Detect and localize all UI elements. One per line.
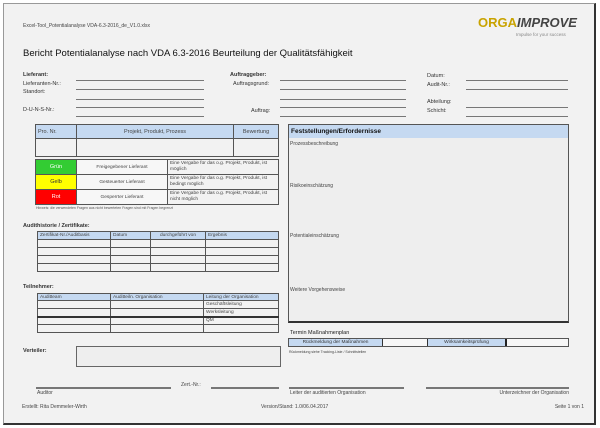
audit-nr-field[interactable] bbox=[466, 89, 568, 90]
rating-desc: Eine Vergabe für das o.g. Projekt, Produkt, ist möglich bbox=[168, 160, 279, 175]
col-datum: Datum bbox=[111, 232, 151, 240]
findings-title: Feststellungen/Erfordernisse bbox=[289, 125, 568, 138]
wirksamkeit-label: Wirksamkeitsprüfung bbox=[427, 339, 507, 346]
leiter-label: Leiter der auditierten Organisation bbox=[290, 390, 366, 396]
zert-nr-label: Zert.-Nr.: bbox=[181, 382, 201, 388]
page-title: Bericht Potentialanalyse nach VDA 6.3-2016 Beurteilung der Qualitätsfähigkeit bbox=[23, 48, 353, 59]
termin-bar bbox=[288, 338, 569, 347]
col-auditteam: Auditteam bbox=[38, 294, 111, 301]
lieferanten-nr-field[interactable] bbox=[76, 89, 204, 90]
rating-status: Freigegebener Lieferant bbox=[77, 160, 168, 175]
rueckmeldung-field[interactable] bbox=[383, 339, 427, 346]
filename: Excel-Tool_Potentialanalyse VDA-6.3-2016_de_V1.0.xlsx bbox=[23, 23, 151, 29]
footer-erstellt: Erstellt: Rita Demmeler-Wirth bbox=[22, 404, 87, 410]
col-leitung: Leitung der Organisation bbox=[204, 294, 279, 301]
table-row[interactable] bbox=[38, 301, 279, 309]
termin-note: Rückmeldung siehe Tracking-Liste / Schnittstellen bbox=[289, 350, 367, 354]
teilnehmer-title: Teilnehmer: bbox=[23, 284, 54, 290]
unterzeichner-signature-line[interactable] bbox=[426, 387, 569, 389]
rating-gruen: Grün bbox=[36, 160, 77, 175]
auftraggeber-field[interactable] bbox=[280, 80, 406, 81]
project-table bbox=[35, 124, 279, 205]
document-page bbox=[3, 3, 596, 425]
rating-row-gruen bbox=[36, 160, 279, 175]
wirksamkeit-field[interactable] bbox=[507, 339, 567, 346]
col-organisation: Auditteiln. Organisation bbox=[111, 294, 204, 301]
termin-title: Termin Maßnahmenplan bbox=[290, 330, 350, 336]
teilnehmer-table bbox=[37, 293, 279, 333]
section-risikoeinschaetzung: Risikoeinschätzung bbox=[290, 183, 334, 189]
logo-tagline: Impulse for your success bbox=[516, 32, 566, 37]
col-pro-nr: Pro. Nr. bbox=[36, 125, 77, 139]
table-row[interactable] bbox=[38, 264, 279, 272]
col-projekt: Projekt, Produkt, Prozess bbox=[77, 125, 234, 139]
duns-field[interactable] bbox=[76, 116, 204, 117]
schicht-label: Schicht: bbox=[427, 108, 447, 114]
rating-note: Hinweis: die verwendeten Fragen aus nicht bewerteten Fragen sind mit Fragen begrenzt bbox=[36, 206, 173, 210]
col-bewertung: Bewertung bbox=[234, 125, 279, 139]
footer-seite: Seite 1 von 1 bbox=[554, 404, 584, 410]
section-prozessbeschreibung: Prozessbeschreibung bbox=[290, 141, 339, 147]
section-weitere-vorgehensweise: Weitere Vorgehensweise bbox=[290, 287, 346, 293]
rating-status: Gesteuerter Lieferant bbox=[77, 175, 168, 190]
role-cell: Geschäftsleitung bbox=[204, 301, 279, 309]
bewertung-cell[interactable] bbox=[234, 139, 279, 157]
projekt-cell[interactable] bbox=[77, 139, 234, 157]
audit-nr-label: Audit-Nr.: bbox=[427, 82, 450, 88]
schicht-field[interactable] bbox=[466, 116, 568, 117]
role-cell bbox=[204, 325, 279, 333]
rating-rot: Rot bbox=[36, 190, 77, 205]
table-row[interactable] bbox=[38, 248, 279, 256]
col-zertifikat: Zertifikat-Nr./Auditbasis bbox=[38, 232, 111, 240]
auftrag-label: Auftrag: bbox=[251, 108, 271, 114]
auftrag-field[interactable] bbox=[280, 116, 406, 117]
abteilung-field[interactable] bbox=[466, 107, 568, 108]
lieferant-field[interactable] bbox=[76, 80, 204, 81]
col-durchgefuehrt: durchgeführt von bbox=[151, 232, 206, 240]
table-row[interactable] bbox=[38, 240, 279, 248]
auditor-label: Auditor bbox=[37, 390, 53, 396]
duns-label: D-U-N-S-Nr.: bbox=[23, 107, 55, 113]
role-cell: Werksleitung bbox=[204, 309, 279, 317]
standort-field-2[interactable] bbox=[76, 107, 204, 108]
table-row[interactable] bbox=[38, 325, 279, 333]
standort-field[interactable] bbox=[76, 99, 204, 100]
table-row[interactable] bbox=[38, 309, 279, 317]
pro-nr-cell[interactable] bbox=[36, 139, 77, 157]
auftrag-field-2[interactable] bbox=[280, 107, 406, 108]
rueckmeldung-label: Rückmeldung der Maßnahmen bbox=[289, 339, 383, 346]
datum-field[interactable] bbox=[466, 80, 568, 81]
rating-desc: Eine Vergabe für das o.g. Projekt, Produkt, ist bedingt möglich bbox=[168, 175, 279, 190]
standort-label: Standort: bbox=[23, 89, 46, 95]
role-cell: QM bbox=[204, 317, 279, 325]
lieferanten-nr-label: Lieferanten-Nr.: bbox=[23, 81, 61, 87]
rating-status: Gesperrter Lieferant bbox=[77, 190, 168, 205]
verteiler-label: Verteiler: bbox=[23, 348, 47, 354]
section-potentialeinschaetzung: Potentialeinschätzung bbox=[290, 233, 339, 239]
rating-row-gelb bbox=[36, 175, 279, 190]
footer-version: Version/Stand: 1.0/06.04.2017 bbox=[261, 404, 329, 410]
rating-gelb: Gelb bbox=[36, 175, 77, 190]
rating-desc: Eine Vergabe für das o.g. Projekt, Produkt, ist nicht möglich bbox=[168, 190, 279, 205]
auftragsgrund-field-2[interactable] bbox=[280, 99, 406, 100]
auftraggeber-label: Auftraggeber: bbox=[230, 72, 267, 78]
unterzeichner-label: Unterzeichner der Organisation bbox=[499, 390, 569, 396]
col-ergebnis: Ergebnis bbox=[206, 232, 279, 240]
verteiler-field[interactable] bbox=[76, 346, 281, 367]
table-row[interactable] bbox=[38, 256, 279, 264]
audithistorie-table bbox=[37, 231, 279, 272]
logo: ORGAIMPROVE bbox=[478, 15, 577, 30]
rating-row-rot bbox=[36, 190, 279, 205]
findings-box[interactable] bbox=[288, 124, 569, 323]
leiter-signature-line[interactable] bbox=[289, 387, 404, 389]
auftragsgrund-field[interactable] bbox=[280, 89, 406, 90]
auftragsgrund-label: Auftragsgrund: bbox=[233, 81, 270, 87]
auditor-signature-line[interactable] bbox=[36, 387, 171, 389]
datum-label: Datum: bbox=[427, 73, 445, 79]
table-row[interactable] bbox=[38, 317, 279, 325]
audithistorie-title: Audithistorie / Zertifikate: bbox=[23, 223, 90, 229]
zert-nr-line[interactable] bbox=[211, 387, 279, 389]
abteilung-label: Abteilung: bbox=[427, 99, 452, 105]
lieferant-label: Lieferant: bbox=[23, 72, 49, 78]
